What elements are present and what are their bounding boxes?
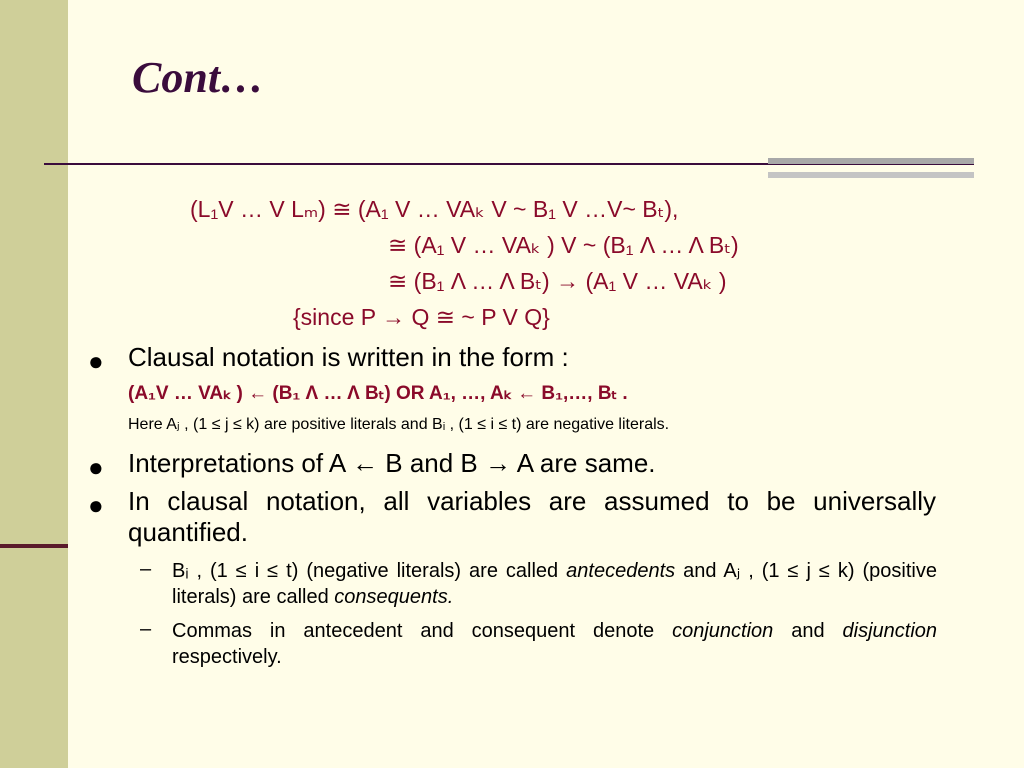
math-line-3: ≅ (B₁ Λ … Λ Bₜ) → (A₁ V … VAₖ ) [388,268,727,294]
bullet-marker: ● [88,452,104,482]
sub-item-1: Bᵢ , (1 ≤ i ≤ t) (negative literals) are called antecedents and Aⱼ , (1 ≤ j ≤ k) (positive literals) are called consequents. [172,560,937,608]
decor-bar-bottom [768,172,974,178]
bullet-text-1: Clausal notation is written in the form : [128,342,569,372]
math-line-2: ≅ (A₁ V … VAₖ ) V ~ (B₁ Λ … Λ Bₜ) [388,232,739,258]
bullet-marker: ● [88,346,104,376]
decor-bar-top [768,158,974,164]
math-line-1: (L₁V … V Lₘ) ≅ (A₁ V … VAₖ V ~ B₁ V …V~ Bₜ), [190,196,679,222]
slide-title: Cont… [132,53,265,102]
literal-note: Here Aⱼ , (1 ≤ j ≤ k) are positive literals and Bᵢ , (1 ≤ i ≤ t) are negative literals. [128,416,670,433]
sub-dash: – [140,618,152,640]
bullet-text-2: Interpretations of A ← B and B → A are same. [128,448,656,478]
sidebar-band [0,0,68,768]
sidebar-accent-line [0,544,68,548]
sub-item-2: Commas in antecedent and consequent denote conjunction and disjunction respectively. [172,620,938,668]
sub-dash: – [140,558,152,580]
bullet-marker: ● [88,490,104,520]
bullet-text-3: In clausal notation, all variables are assumed to be universally quantified. [128,486,936,547]
math-line-4: {since P → Q ≅ ~ P V Q} [293,304,550,330]
clausal-form: (A₁V … VAₖ ) ← (B₁ Λ … Λ Bₜ) OR A₁, …, Aₖ ← B₁,…, Bₜ . [128,383,628,404]
